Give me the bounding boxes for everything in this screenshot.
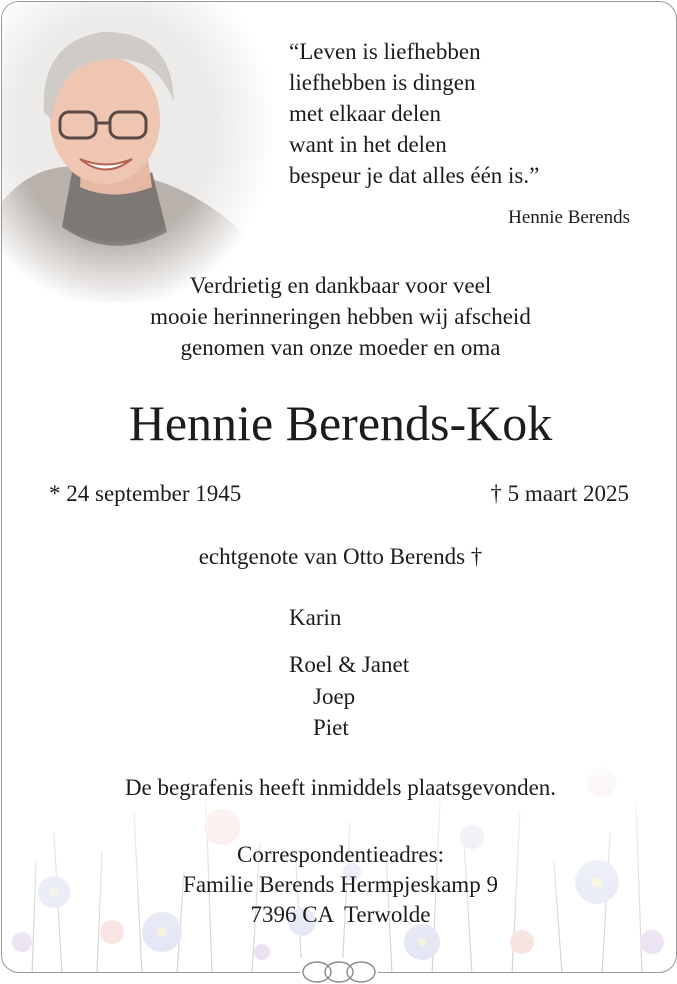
- quote-line: liefhebben is dingen: [289, 70, 476, 95]
- death-date: † 5 maart 2025: [490, 481, 629, 506]
- correspondence-address: [2, 840, 677, 930]
- poem-quote: [289, 36, 649, 191]
- deceased-name: Hennie Berends-Kok: [128, 395, 553, 451]
- address-line: Familie Berends Hermpjeskamp 9: [183, 872, 498, 897]
- family-member: Roel & Janet: [289, 652, 410, 677]
- quote-line: want in het delen: [289, 132, 447, 157]
- rings-ornament-icon: [300, 958, 378, 984]
- funeral-note: De begrafenis heeft inmiddels plaatsgevonden.: [124, 775, 557, 800]
- birth-date: * 24 september 1945: [49, 481, 242, 506]
- address-line: 7396 CA Terwolde: [250, 902, 431, 927]
- obituary-card: [1, 1, 677, 973]
- quote-line: bespeur je dat alles één is.”: [289, 163, 540, 188]
- spouse-line: echtgenote van Otto Berends †: [198, 544, 483, 569]
- quote-line: “Leven is liefhebben: [289, 39, 481, 64]
- intro-line: Verdrietig en dankbaar voor veel: [189, 273, 492, 298]
- quote-line: met elkaar delen: [289, 101, 441, 126]
- intro-text: [2, 270, 677, 363]
- family-member: Karin: [289, 605, 342, 630]
- intro-line: mooie herinneringen hebben wij afscheid: [150, 304, 531, 329]
- intro-line: genomen van onze moeder en oma: [180, 335, 501, 360]
- quote-author: Hennie Berends: [508, 207, 630, 228]
- address-label: Correspondentieadres:: [237, 842, 444, 867]
- portrait-photo: [2, 2, 272, 302]
- family-member: Joep: [313, 684, 356, 709]
- family-member: Piet: [313, 715, 349, 740]
